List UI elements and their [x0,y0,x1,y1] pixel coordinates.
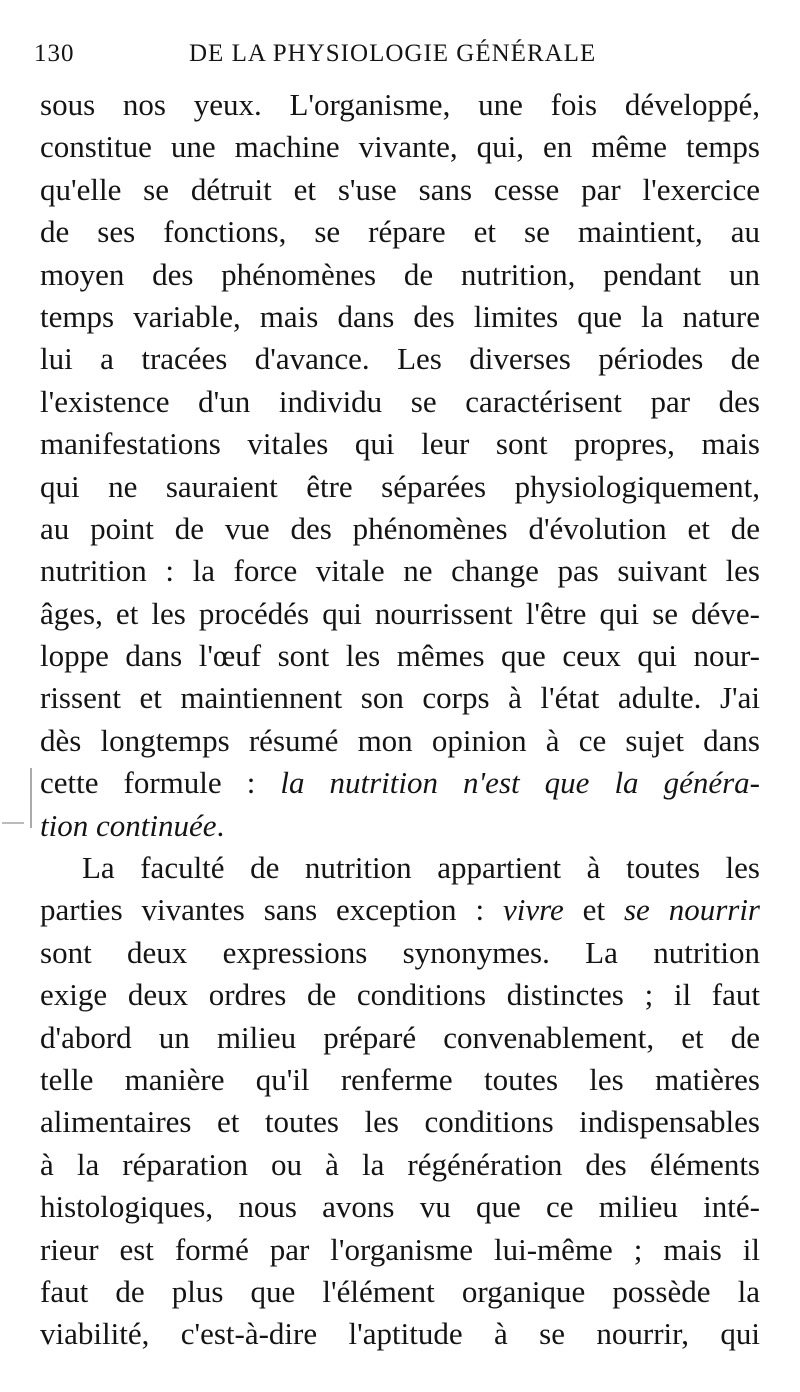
text-line: exige deux ordres de conditions distinctes ; il faut [40,977,760,1013]
text-line: telle manière qu'il renferme toutes les matières [40,1061,760,1097]
text-line: à la réparation ou à la régénération des éléments [40,1146,760,1182]
text-line: sont deux expressions synonymes. La nutrition [40,934,760,970]
text-line: manifestations vitales qui leur sont propres, mais [40,426,760,462]
margin-mark [2,822,24,824]
text-line: alimentaires et toutes les conditions indispensables [40,1104,760,1140]
text-line: lui a tracées d'avance. Les diverses périodes de [40,341,760,377]
text-line: de ses fonctions, se répare et se maintient, au [40,214,760,250]
text-line: moyen des phénomènes de nutrition, pendant un [40,256,760,292]
margin-mark [30,768,32,828]
text-line: qu'elle se détruit et s'use sans cesse par l'exercice [40,171,760,207]
text-line: faut de plus que l'élément organique possède la [40,1273,760,1309]
text-line: qui ne sauraient être séparées physiologiquement, [40,468,760,504]
running-title: DE LA PHYSIOLOGIE GÉNÉRALE [189,40,597,67]
text-line: histologiques, nous avons vu que ce milieu inté- [40,1189,760,1225]
text-line: La faculté de nutrition appartient à toutes les [82,850,760,886]
text-line: âges, et les procédés qui nourrissent l'être qui se déve- [40,595,760,631]
text-line: cette formule : la nutrition n'est que la généra- [40,765,760,801]
text-line: dès longtemps résumé mon opinion à ce sujet dans [40,722,760,758]
text-line: rieur est formé par l'organisme lui-même ; mais il [40,1231,760,1267]
text-line: loppe dans l'œuf sont les mêmes que ceux qui nour- [40,638,760,674]
paragraph-1 [40,84,760,847]
text-line: nutrition : la force vitale ne change pas suivant les [40,553,760,589]
page-number: 130 [34,40,75,67]
text-line: sous nos yeux. L'organisme, une fois développé, [40,87,760,122]
text-line: temps variable, mais dans des limites que la nature [40,298,760,334]
paragraph-2 [40,847,760,1356]
text-line: parties vivantes sans exception : vivre et se nourrir [40,892,760,928]
text-line: rissent et maintiennent son corps à l'état adulte. J'ai [40,680,760,716]
text-line: d'abord un milieu préparé convenablement, et de [40,1019,760,1055]
body-text [40,84,760,1356]
text-line: viabilité, c'est-à-dire l'aptitude à se nourrir, qui [40,1316,760,1352]
running-head [34,38,786,78]
text-line: constitue une machine vivante, qui, en même temps [40,129,760,165]
text-line: au point de vue des phénomènes d'évolution et de [40,510,760,546]
text-line: l'existence d'un individu se caractérisent par des [40,383,760,419]
text-line: tion continuée. [40,807,225,843]
